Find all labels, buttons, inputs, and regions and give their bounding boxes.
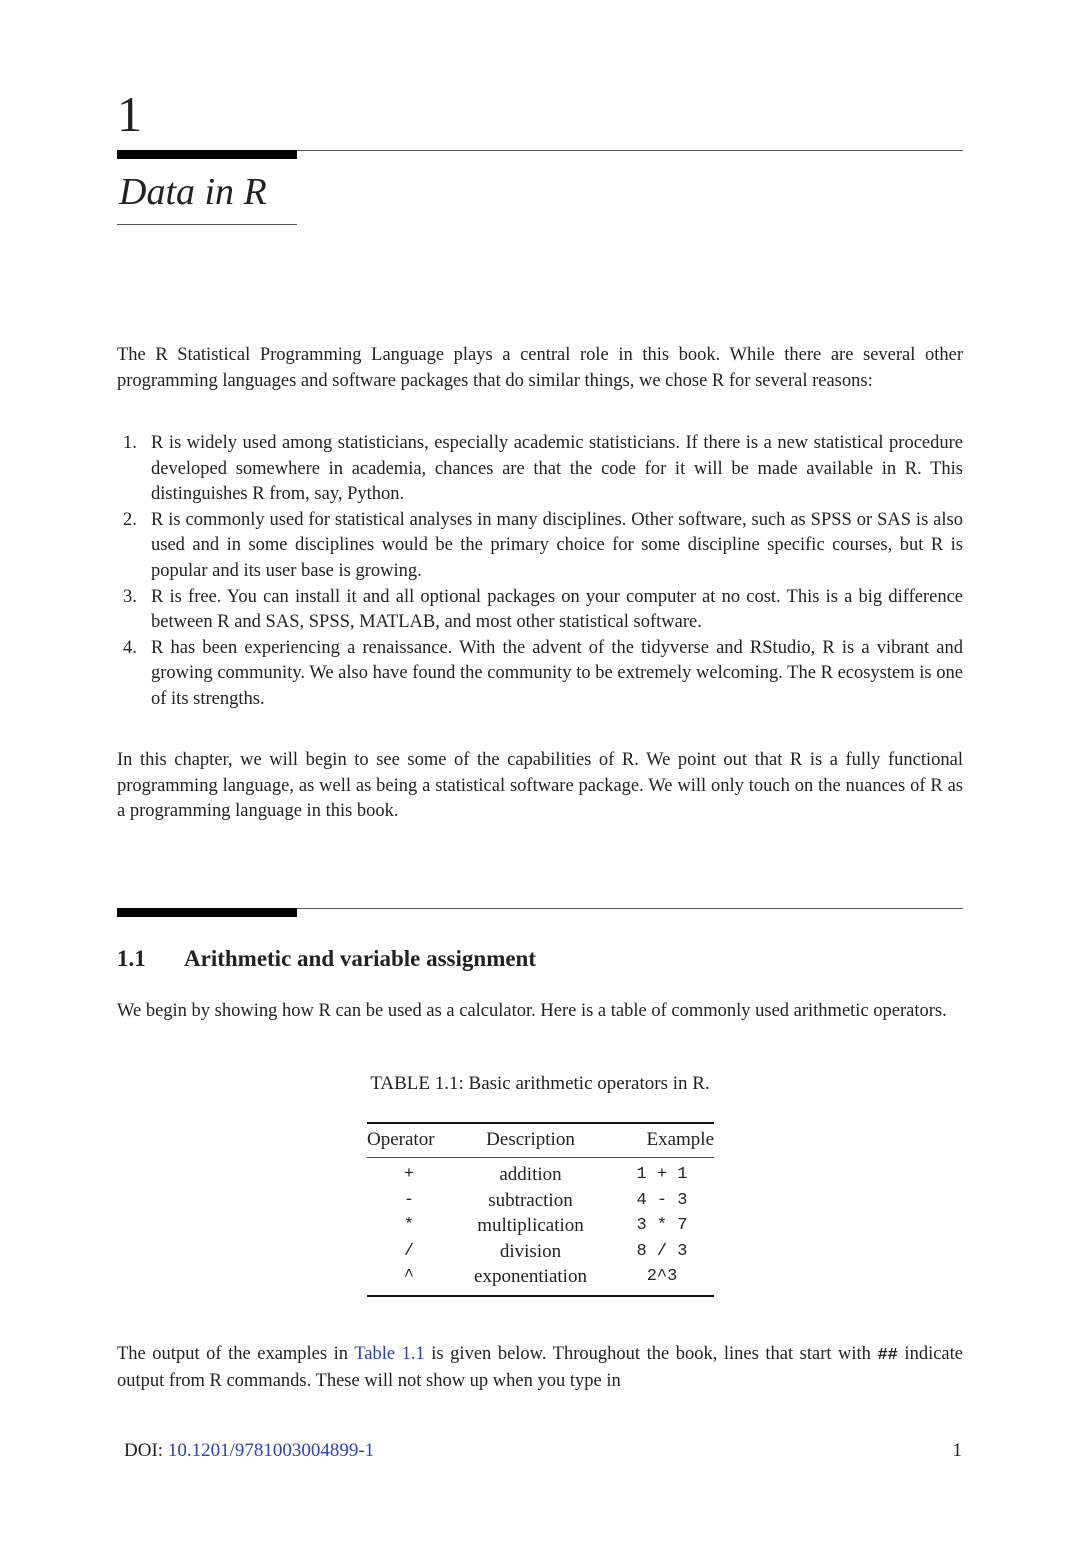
- list-item: [117, 636, 963, 713]
- list-text: R is commonly used for statistical analyses in many disciplines. Other software, such as SPSS or SAS is also used and in some disciplines would be the primary choice for some discipline specific courses, but R is popular and its user base is growing.: [151, 509, 963, 581]
- list-item: [117, 585, 963, 636]
- column-header: Example: [610, 1123, 714, 1158]
- list-text: R is free. You can install it and all optional packages on your computer at no cost. This is a big difference between R and SAS, SPSS, MATLAB, and most other statistical software.: [151, 586, 963, 633]
- table-row: [367, 1239, 714, 1265]
- page-number: 1: [952, 1440, 962, 1461]
- text: is given below. Throughout the book, lines that start with: [424, 1344, 878, 1364]
- list-number: 1.: [123, 433, 137, 453]
- description-cell: subtraction: [488, 1189, 573, 1211]
- list-number: 3.: [123, 586, 137, 607]
- doi: [124, 1440, 374, 1462]
- example-cell: 1 + 1: [636, 1165, 688, 1184]
- table-header-row: [367, 1123, 714, 1158]
- operator-cell: -: [403, 1190, 415, 1210]
- chapter-rule-thin: [297, 150, 963, 151]
- operator-cell: +: [403, 1165, 415, 1184]
- section-rule-thick: [117, 908, 297, 917]
- description-cell: multiplication: [477, 1215, 584, 1237]
- table-link[interactable]: Table 1.1: [354, 1344, 425, 1364]
- operator-cell: /: [403, 1241, 415, 1261]
- reasons-list: [117, 431, 963, 713]
- column-header: Operator: [367, 1123, 451, 1158]
- column-header: Description: [451, 1123, 610, 1158]
- description-cell: division: [499, 1240, 562, 1262]
- list-number: 4.: [123, 637, 137, 658]
- example-cell: 4 - 3: [636, 1190, 688, 1210]
- description-cell: exponentiation: [474, 1266, 587, 1288]
- section-paragraph: We begin by showing how R can be used as a calculator. Here is a table of commonly used arithmetic operators.: [117, 1001, 947, 1021]
- chapter-rule-thick: [117, 150, 297, 159]
- operators-table: [367, 1122, 714, 1297]
- example-cell: 2^3: [646, 1267, 678, 1287]
- doi-label: DOI:: [124, 1440, 168, 1461]
- list-item: [117, 431, 963, 508]
- operator-cell: ^: [403, 1267, 415, 1287]
- table-row: [367, 1213, 714, 1239]
- section-heading: [117, 946, 536, 972]
- description-cell: addition: [499, 1164, 562, 1185]
- table-caption: TABLE 1.1: Basic arithmetic operators in R.: [370, 1073, 710, 1094]
- operator-cell: *: [403, 1216, 415, 1236]
- text: The output of the examples in: [117, 1344, 355, 1364]
- chapter-paragraph: In this chapter, we will begin to see some of the capabilities of R. We point out that R is a fully functional programming language, as well as being a statistical software package. We will only touch on the nuances of R as a programming language in this book.: [117, 750, 963, 822]
- table-row: [367, 1264, 714, 1296]
- inline-code: ##: [877, 1346, 898, 1365]
- list-number: 2.: [123, 509, 137, 530]
- section-number: 1.1: [117, 946, 146, 971]
- section-title: Arithmetic and variable assignment: [184, 946, 537, 971]
- chapter-title-underline: [117, 224, 297, 225]
- chapter-number: 1: [117, 86, 142, 142]
- output-paragraph: [117, 1342, 963, 1394]
- doi-link[interactable]: 10.1201/9781003004899-1: [167, 1440, 375, 1461]
- section-rule-thin: [297, 908, 963, 909]
- example-cell: 8 / 3: [636, 1241, 688, 1261]
- list-item: [117, 508, 963, 585]
- text: indicate output from R commands. These will not show up when you type in: [117, 1344, 963, 1391]
- list-text: R has been experiencing a renaissance. With the advent of the tidyverse and RStudio, R is a vibrant and growing community. We also have found the community to be extremely welcoming. The R ecosystem is one of its strengths.: [151, 637, 963, 709]
- intro-paragraph: The R Statistical Programming Language plays a central role in this book. While there are several other programming languages and software packages that do similar things, we chose R for several reasons:: [117, 345, 963, 391]
- list-text: R is widely used among statisticians, especially academic statisticians. If there is a new statistical procedure developed somewhere in academia, chances are that the code for it will be made available in R. This distinguishes R from, say, Python.: [151, 433, 963, 505]
- chapter-title: Data in R: [119, 171, 267, 213]
- table-row: [367, 1158, 714, 1188]
- table-row: [367, 1188, 714, 1214]
- example-cell: 3 * 7: [636, 1216, 688, 1236]
